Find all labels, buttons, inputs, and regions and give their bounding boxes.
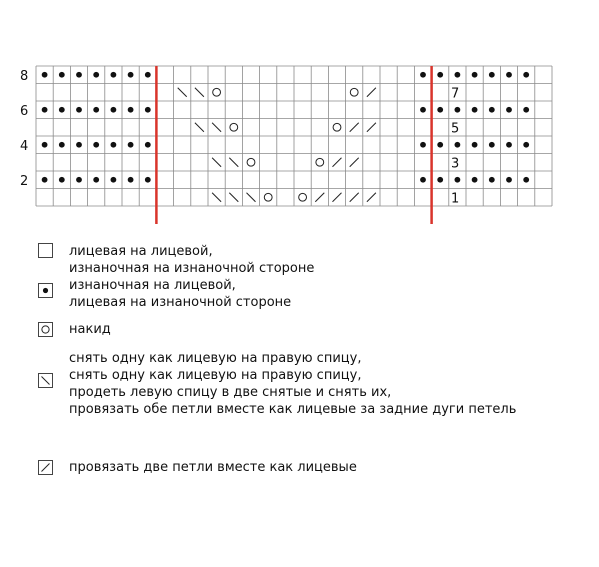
k2tog-mark [350, 158, 359, 167]
legend-text-k2tog [69, 459, 357, 476]
legend-line: изнаночная на лицевой, [69, 278, 236, 293]
row-label-right: 1 [451, 191, 460, 207]
purl-dot-mark [506, 142, 512, 148]
purl-dot-mark [128, 177, 134, 183]
yarn-over-mark [213, 88, 221, 96]
row-label-left: 4 [20, 138, 29, 154]
purl-dot-mark [111, 177, 117, 183]
legend-text-ssk [69, 350, 516, 418]
backslash-icon [38, 373, 53, 388]
legend-line: снять одну как лицевую на правую спицу, [69, 351, 362, 366]
yarn-over-mark [247, 158, 255, 166]
purl-dot-mark [437, 72, 443, 78]
yarn-over-mark [264, 193, 272, 201]
ssk-mark [195, 123, 204, 132]
purl-dot-mark [145, 107, 151, 113]
purl-dot-mark [128, 142, 134, 148]
ssk-mark [195, 88, 204, 97]
legend-line: продеть левую спицу в две снятые и снять их, [69, 385, 392, 400]
purl-dot-mark [420, 72, 426, 78]
purl-dot-mark [420, 177, 426, 183]
ssk-mark [212, 158, 221, 167]
yarn-over-mark [350, 88, 358, 96]
purl-dot-mark [455, 142, 461, 148]
ssk-mark [229, 193, 238, 202]
legend-text-purl [69, 277, 291, 311]
purl-dot-mark [523, 72, 529, 78]
purl-dot-mark [93, 177, 99, 183]
knitting-chart [0, 0, 599, 235]
k2tog-mark [367, 193, 376, 202]
purl-dot-mark [93, 72, 99, 78]
legend-line: снять одну как лицевую на правую спицу, [69, 368, 362, 383]
k2tog-mark [350, 193, 359, 202]
purl-dot-mark [455, 72, 461, 78]
purl-dot-mark [59, 177, 65, 183]
purl-dot-mark [93, 142, 99, 148]
purl-dot-mark [59, 142, 65, 148]
ssk-mark [212, 123, 221, 132]
ssk-mark [229, 158, 238, 167]
purl-dot-mark [111, 72, 117, 78]
purl-dot-mark [59, 107, 65, 113]
purl-dot-mark [111, 142, 117, 148]
purl-dot-mark [145, 72, 151, 78]
k2tog-mark [333, 193, 342, 202]
purl-dot-mark [506, 72, 512, 78]
legend-text-yarn-over [69, 321, 111, 338]
row-label-left: 6 [20, 103, 29, 119]
purl-dot-mark [420, 107, 426, 113]
k2tog-mark [367, 123, 376, 132]
purl-dot-mark [455, 107, 461, 113]
purl-dot-mark [506, 107, 512, 113]
yarn-over-mark [333, 123, 341, 131]
purl-dot-mark [437, 142, 443, 148]
purl-dot-mark [506, 177, 512, 183]
dot-icon [38, 283, 53, 298]
yarn-over-mark [230, 123, 238, 131]
purl-dot-mark [145, 142, 151, 148]
legend-line: изнаночная на изнаночной стороне [69, 261, 315, 276]
row-label-left: 8 [20, 68, 29, 84]
purl-dot-mark [111, 107, 117, 113]
row-label-right: 7 [451, 86, 460, 102]
purl-dot-mark [489, 142, 495, 148]
purl-dot-mark [128, 72, 134, 78]
purl-dot-mark [489, 72, 495, 78]
ssk-mark [212, 193, 221, 202]
purl-dot-mark [128, 107, 134, 113]
k2tog-mark [350, 123, 359, 132]
purl-dot-mark [437, 177, 443, 183]
purl-dot-mark [420, 142, 426, 148]
row-label-right: 3 [451, 156, 460, 172]
purl-dot-mark [472, 72, 478, 78]
legend-text-knit [69, 243, 314, 277]
yarn-over-mark [316, 158, 324, 166]
k2tog-mark [315, 193, 324, 202]
legend-line: провязать обе петли вместе как лицевые за задние дуги петель [69, 402, 517, 417]
empty-square-icon [38, 243, 53, 258]
purl-dot-mark [523, 142, 529, 148]
purl-dot-mark [42, 72, 48, 78]
purl-dot-mark [76, 142, 82, 148]
ssk-mark [178, 88, 187, 97]
purl-dot-mark [489, 177, 495, 183]
purl-dot-mark [76, 107, 82, 113]
yarn-over-mark [299, 193, 307, 201]
row-label-right: 5 [451, 121, 460, 137]
legend-line: провязать две петли вместе как лицевые [69, 460, 357, 475]
purl-dot-mark [523, 177, 529, 183]
circle-icon [38, 322, 53, 337]
purl-dot-mark [472, 142, 478, 148]
row-label-left: 2 [20, 173, 29, 189]
purl-dot-mark [76, 72, 82, 78]
purl-dot-mark [76, 177, 82, 183]
purl-dot-mark [472, 177, 478, 183]
purl-dot-mark [523, 107, 529, 113]
k2tog-mark [367, 88, 376, 97]
ssk-mark [247, 193, 256, 202]
purl-dot-mark [437, 107, 443, 113]
purl-dot-mark [455, 177, 461, 183]
purl-dot-mark [42, 107, 48, 113]
legend-line: лицевая на лицевой, [69, 244, 213, 259]
purl-dot-mark [59, 72, 65, 78]
purl-dot-mark [489, 107, 495, 113]
purl-dot-mark [42, 142, 48, 148]
legend-line: накид [69, 322, 111, 337]
purl-dot-mark [145, 177, 151, 183]
k2tog-mark [333, 158, 342, 167]
purl-dot-mark [93, 107, 99, 113]
purl-dot-mark [42, 177, 48, 183]
slash-icon [38, 460, 53, 475]
purl-dot-mark [472, 107, 478, 113]
legend-line: лицевая на изнаночной стороне [69, 295, 292, 310]
